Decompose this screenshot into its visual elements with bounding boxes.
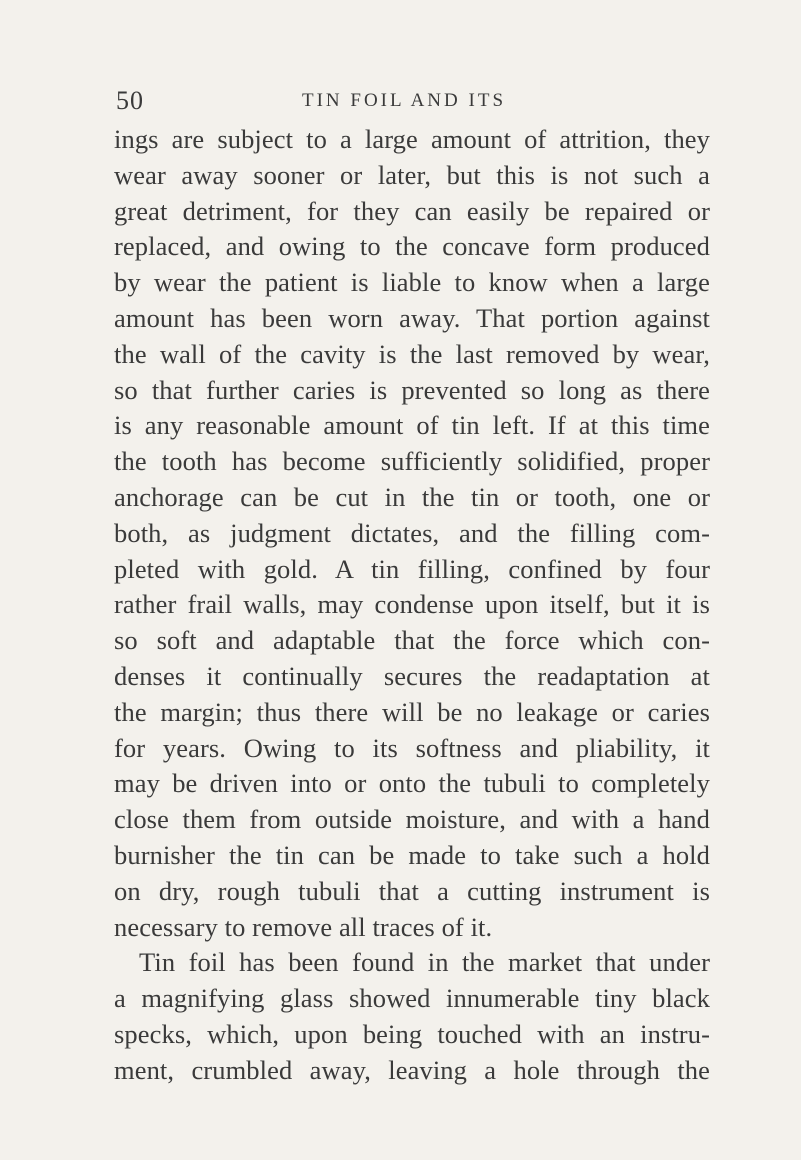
text-line: both, as judgment dictates, and the filling com- (114, 517, 710, 548)
body-text (114, 122, 710, 1089)
text-line: close them from outside moisture, and with a hand (114, 804, 710, 835)
text-line: may be driven into or onto the tubuli to completely (114, 768, 710, 799)
text-line: wear away sooner or later, but this is not such a (114, 159, 710, 190)
paragraph-end-line: necessary to remove all traces of it. (114, 911, 493, 942)
text-line: the wall of the cavity is the last removed by wear, (114, 338, 710, 369)
page-number: 50 (116, 86, 144, 115)
text-line: by wear the patient is liable to know when a large (114, 267, 710, 298)
text-line: replaced, and owing to the concave form produced (114, 231, 710, 262)
paragraph-start-line: Tin foil has been found in the market that under (139, 947, 710, 978)
text-line: the margin; thus there will be no leakage or caries (114, 696, 710, 727)
running-title: TIN FOIL AND ITS (301, 90, 507, 111)
text-line: specks, which, upon being touched with an instru- (114, 1018, 710, 1049)
text-line: is any reasonable amount of tin left. If at this time (114, 410, 710, 441)
text-line: so that further caries is prevented so long as there (114, 374, 710, 405)
text-line: great detriment, for they can easily be repaired or (114, 195, 710, 226)
text-line: so soft and adaptable that the force which con- (114, 625, 710, 656)
text-line: denses it continually secures the readaptation at (114, 660, 710, 691)
text-line: a magnifying glass showed innumerable tiny black (114, 983, 710, 1014)
text-line: pleted with gold. A tin filling, confined by four (114, 553, 710, 584)
text-line: on dry, rough tubuli that a cutting instrument is (114, 875, 710, 906)
running-head (100, 86, 708, 116)
text-line: anchorage can be cut in the tin or tooth, one or (114, 481, 710, 512)
text-line: ings are subject to a large amount of attrition, they (114, 124, 710, 154)
text-line: the tooth has become sufficiently solidified, proper (114, 446, 710, 477)
text-line: rather frail walls, may condense upon itself, but it is (114, 589, 710, 620)
text-line: amount has been worn away. That portion against (114, 302, 710, 333)
text-line: burnisher the tin can be made to take such a hold (114, 839, 710, 870)
text-line: ment, crumbled away, leaving a hole through the (114, 1054, 710, 1085)
text-line: for years. Owing to its softness and pliability, it (114, 732, 710, 763)
